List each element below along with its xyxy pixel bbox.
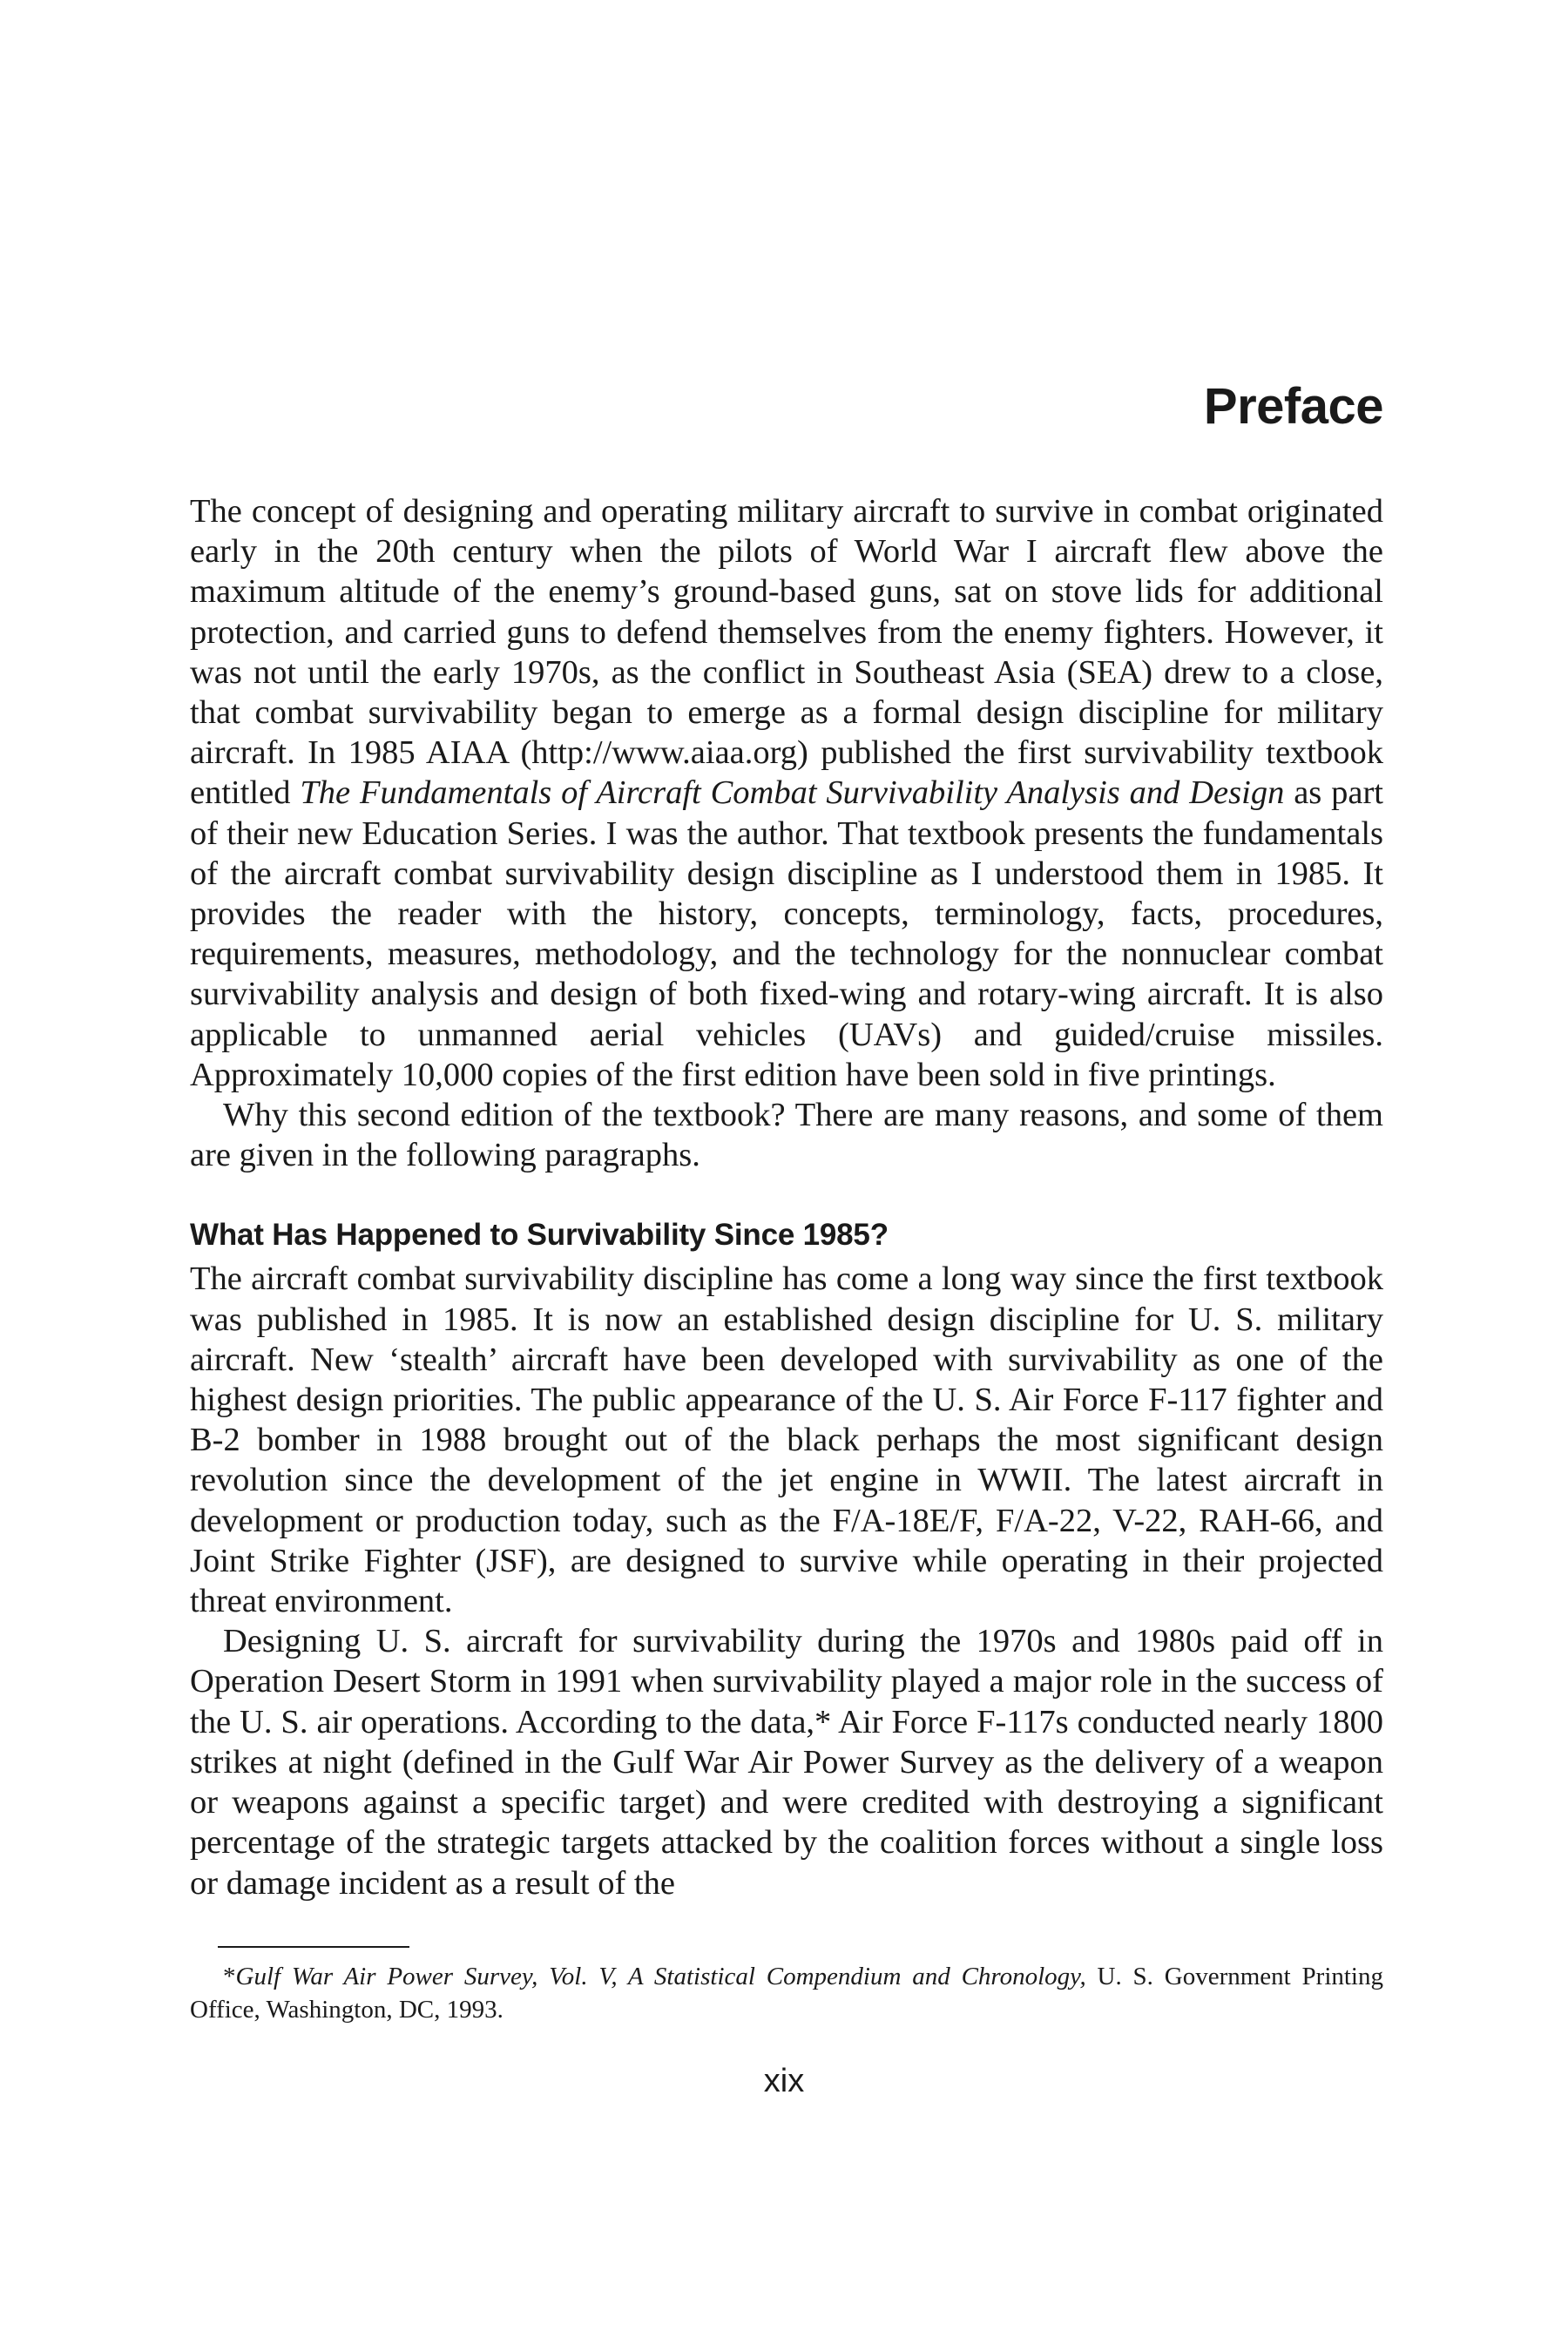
footnote-rule: [218, 1946, 409, 1948]
body-text: [190, 491, 1383, 1903]
section-heading: What Has Happened to Survivability Since 1985?: [190, 1218, 889, 1253]
paragraph-1-text-a: The concept of designing and operating military aircraft to survive in combat originated early in the 20th century when the pilots of World War I aircraft flew above the maximum altitude of the enemy’s ground-based guns, sat on stove lids for additional protection, and carried guns to defend themselves from the enemy fighters. However, it was not until the early 1970s, as the conflict in Southeast Asia (SEA) drew to a close, that combat survivability began to emerge as a formal design discipline for military aircraft. In 1985 AIAA (http://www.aiaa.org) published the first survivability textbook entitled: [190, 493, 1383, 812]
paragraph-1-text-b: as part of their new Education Series. I was the author. That textbook presents the fundamentals of the aircraft combat survivability design discipline as I understood them in 1985. It provides the reader with the history, concepts, terminology, facts, procedures, requirements, measures, methodology, and the technology for the nonnuclear combat survivability analysis and design of both fixed-wing and rotary-wing aircraft. It is also applicable to unmanned aerial vehicles (UAVs) and guided/cruise missiles. Approximately 10,000 copies of the first edition have been sold in five printings.: [190, 774, 1383, 1093]
footnote-marker: *: [223, 1963, 236, 1990]
footnote-source-title: Gulf War Air Power Survey, Vol. V, A Statistical Compendium and Chronology,: [235, 1963, 1086, 1990]
book-title: The Fundamentals of Aircraft Combat Survivability Analysis and Design: [300, 774, 1285, 812]
chapter-title: Preface: [1203, 378, 1383, 435]
footnote: [190, 1960, 1383, 2026]
section-paragraph-2: Designing U. S. aircraft for survivability during the 1970s and 1980s paid off in Operation Desert Storm in 1991 when survivability played a major role in the success of the U. S. air operations. According to the data,* Air Force F-117s conducted nearly 1800 strikes at night (defined in the Gulf War Air Power Survey as the delivery of a weapon or weapons against a specific target) and were credited with destroying a significant percentage of the strategic targets attacked by the coalition forces without a single loss or damage incident as a result of the: [190, 1623, 1383, 1902]
section-paragraph-1: The aircraft combat survivability discipline has come a long way since the first textbook was published in 1985. It is now an established design discipline for U. S. military aircraft. New ‘stealth’ aircraft have been developed with survivability as one of the highest design priorities. The public appearance of the U. S. Air Force F-117 fighter and B-2 bomber in 1988 brought out of the black perhaps the most significant design revolution since the development of the jet engine in WWII. The latest aircraft in development or production today, such as the F/A-18E/F, F/A-22, V-22, RAH-66, and Joint Strike Fighter (JSF), are designed to survive while operating in their projected threat environment.: [190, 1260, 1383, 1620]
page-number: xix: [763, 2063, 805, 2099]
footnote-source-rest: U. S. Government Printing Office, Washington, DC, 1993.: [190, 1963, 1383, 2024]
paragraph-2: Why this second edition of the textbook? There are many reasons, and some of them are given in the following paragraphs.: [190, 1097, 1383, 1174]
paragraph-1: [190, 491, 1383, 1095]
